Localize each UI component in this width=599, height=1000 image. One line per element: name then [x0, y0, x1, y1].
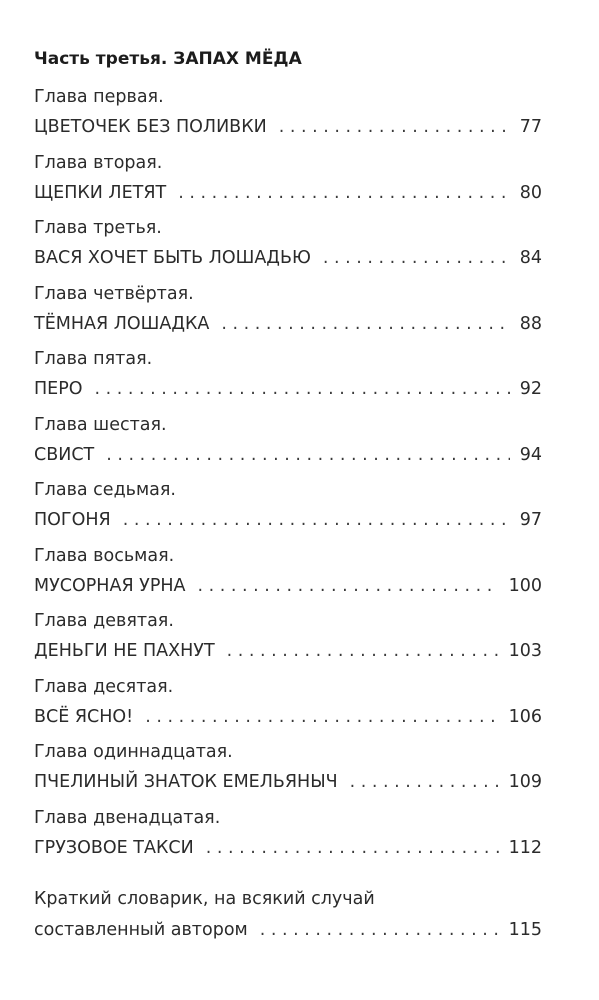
- chapter-page-number: 80: [519, 182, 542, 203]
- chapter-entry[interactable]: [34, 213, 542, 279]
- dot-leader: [350, 767, 499, 797]
- chapter-entry-line: [34, 243, 542, 273]
- chapter-page-number: 77: [519, 117, 542, 137]
- dot-leader: [206, 833, 499, 863]
- chapter-entry[interactable]: [34, 672, 542, 738]
- chapter-entry[interactable]: [34, 82, 542, 148]
- chapter-title: ЩЕПКИ ЛЕТЯТ: [34, 182, 167, 203]
- chapter-entry[interactable]: [34, 803, 542, 869]
- chapter-entry-line: [34, 833, 542, 863]
- chapter-page-number: 92: [519, 379, 542, 399]
- chapter-label: Глава одиннадцатая.: [34, 742, 233, 762]
- dot-leader: [323, 243, 510, 273]
- chapter-page-number: 84: [519, 248, 542, 268]
- dot-leader: [227, 636, 499, 666]
- chapter-label: Глава третья.: [34, 218, 162, 238]
- chapter-entry-line: [34, 571, 542, 601]
- chapter-title: ПЧЕЛИНЫЙ ЗНАТОК ЕМЕЛЬЯНЫЧ: [34, 772, 338, 792]
- chapter-entry[interactable]: [34, 279, 542, 345]
- dot-leader: [260, 915, 499, 945]
- glossary-title-line-2: составленный автором: [34, 920, 248, 940]
- glossary-page-number: 115: [508, 920, 542, 940]
- chapter-label: Глава четвёртая.: [34, 283, 194, 304]
- chapter-title: СВИСТ: [34, 444, 95, 465]
- dot-leader: [279, 112, 510, 142]
- chapter-entry[interactable]: [34, 410, 542, 476]
- chapter-entry[interactable]: [34, 541, 542, 607]
- dot-leader: [123, 505, 510, 535]
- chapter-entry-line: [34, 374, 542, 404]
- chapter-entry[interactable]: [34, 344, 542, 410]
- chapter-page-number: 103: [508, 641, 542, 661]
- chapter-page-number: 88: [519, 313, 542, 334]
- chapter-label: Глава первая.: [34, 87, 164, 107]
- dot-leader: [221, 309, 509, 339]
- chapter-title: МУСОРНАЯ УРНА: [34, 575, 186, 596]
- chapter-entry-line: [34, 178, 542, 208]
- chapter-entry-line: [34, 440, 542, 470]
- dot-leader: [198, 571, 499, 601]
- chapter-entry[interactable]: [34, 148, 542, 214]
- chapter-page-number: 112: [508, 837, 542, 858]
- chapter-entry-line: [34, 112, 542, 142]
- dot-leader: [95, 374, 510, 404]
- chapter-title: ПЕРО: [34, 379, 83, 399]
- glossary-title-line-1: Краткий словарик, на всякий случай: [34, 889, 375, 909]
- chapter-entry-line: [34, 702, 542, 732]
- chapter-title: ТЁМНАЯ ЛОШАДКА: [34, 313, 210, 334]
- chapter-title: ВСЁ ЯСНО!: [34, 706, 134, 727]
- chapter-entry[interactable]: [34, 737, 542, 803]
- chapter-label: Глава пятая.: [34, 349, 153, 369]
- glossary-entry-line: [34, 915, 542, 945]
- chapter-entry-line: [34, 505, 542, 535]
- chapter-title: ВАСЯ ХОЧЕТ БЫТЬ ЛОШАДЬЮ: [34, 248, 311, 268]
- chapter-label: Глава двенадцатая.: [34, 807, 221, 828]
- chapter-page-number: 106: [508, 706, 542, 727]
- chapter-title: ГРУЗОВОЕ ТАКСИ: [34, 837, 194, 858]
- chapter-title: ПОГОНЯ: [34, 510, 111, 530]
- chapter-page-number: 109: [508, 772, 542, 792]
- chapter-page-number: 97: [519, 510, 542, 530]
- chapter-page-number: 100: [508, 575, 542, 596]
- dot-leader: [145, 702, 498, 732]
- chapter-page-number: 94: [519, 444, 542, 465]
- chapter-label: Глава девятая.: [34, 611, 174, 631]
- part-title: Часть третья. ЗАПАХ МЁДА: [34, 49, 302, 69]
- dot-leader: [178, 178, 510, 208]
- chapter-label: Глава вторая.: [34, 152, 163, 173]
- dot-leader: [106, 440, 509, 470]
- chapter-title: ЦВЕТОЧЕК БЕЗ ПОЛИВКИ: [34, 117, 267, 137]
- chapter-entry-line: [34, 309, 542, 339]
- chapter-label: Глава седьмая.: [34, 480, 176, 500]
- chapter-title: ДЕНЬГИ НЕ ПАХНУТ: [34, 641, 215, 661]
- chapter-list: [34, 82, 542, 868]
- chapter-label: Глава десятая.: [34, 676, 174, 697]
- chapter-entry[interactable]: [34, 475, 542, 541]
- chapter-entry-line: [34, 636, 542, 666]
- chapter-label: Глава шестая.: [34, 414, 167, 435]
- chapter-entry[interactable]: [34, 606, 542, 672]
- chapter-entry-line: [34, 767, 542, 797]
- chapter-label: Глава восьмая.: [34, 545, 175, 566]
- glossary-entry[interactable]: [34, 884, 542, 945]
